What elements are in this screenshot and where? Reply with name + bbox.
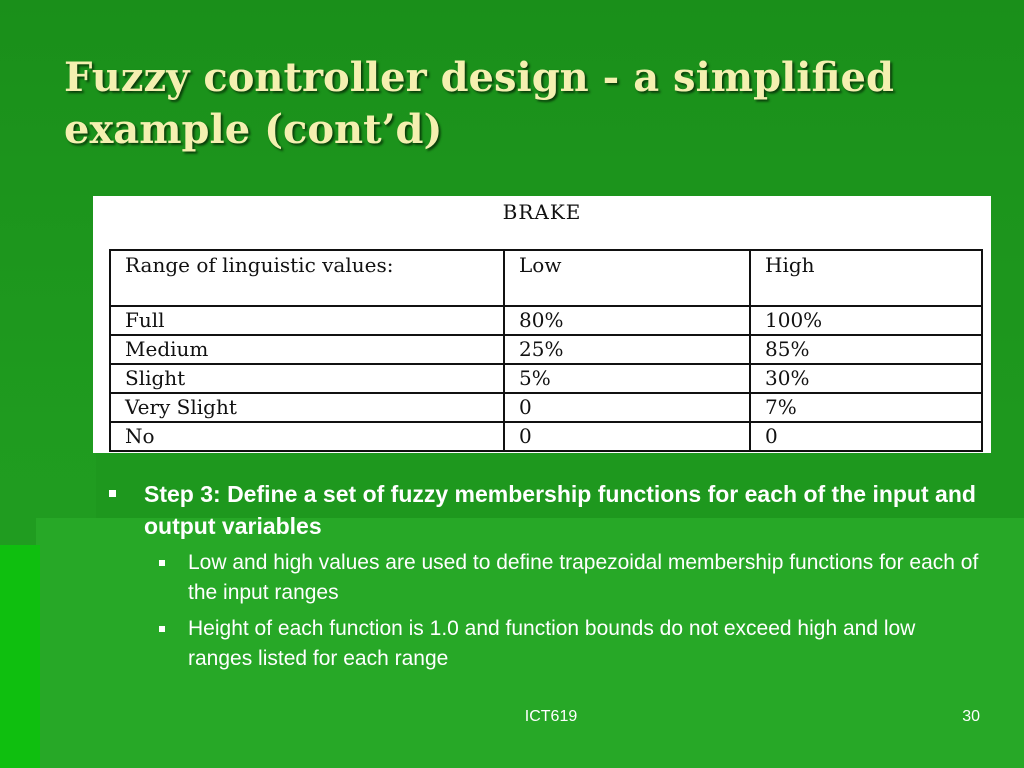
table-cell: 80% (504, 306, 750, 335)
slide-number: 30 (962, 708, 980, 725)
table-cell: 0 (750, 422, 982, 451)
footer-course: ICT619 (524, 708, 578, 725)
table-cell: No (110, 422, 504, 451)
table-cell: 25% (504, 335, 750, 364)
sub-bullet-text: Height of each function is 1.0 and function bounds do not exceed high and low ranges listed for each range (188, 617, 916, 670)
table-header-row (110, 250, 982, 306)
bullet-text: Step 3: Define a set of fuzzy membership functions for each of the input and output variables (144, 481, 976, 539)
table-cell: 5% (504, 364, 750, 393)
table-row (110, 393, 982, 422)
table-cell: Medium (110, 335, 504, 364)
table-cell: 30% (750, 364, 982, 393)
table-cell: Very Slight (110, 393, 504, 422)
table-cell: 7% (750, 393, 982, 422)
table-row (110, 335, 982, 364)
background-panel (0, 545, 40, 768)
table-cell: 100% (750, 306, 982, 335)
square-bullet-icon (159, 626, 165, 632)
square-bullet-icon (159, 560, 165, 566)
brake-table (109, 249, 983, 452)
bullet-list (104, 478, 984, 680)
table-cell: Slight (110, 364, 504, 393)
square-bullet-icon (109, 490, 116, 497)
table-header-cell: Low (504, 250, 750, 306)
table-cell: 0 (504, 393, 750, 422)
sub-bullet-item (104, 614, 984, 674)
table-cell: 0 (504, 422, 750, 451)
brake-table-image (93, 196, 991, 453)
table-caption: BRAKE (502, 200, 582, 224)
sub-bullet-text: Low and high values are used to define trapezoidal membership functions for each of the input ranges (188, 551, 979, 604)
table-row (110, 364, 982, 393)
bullet-item (104, 478, 984, 542)
table-header-cell: Range of linguistic values: (110, 250, 504, 306)
table-header-cell: High (750, 250, 982, 306)
slide-title: Fuzzy controller design - a simplified example (cont’d) (64, 54, 894, 153)
table-cell: 85% (750, 335, 982, 364)
sub-bullet-item (104, 548, 984, 608)
table-cell: Full (110, 306, 504, 335)
table-row (110, 306, 982, 335)
table-row (110, 422, 982, 451)
